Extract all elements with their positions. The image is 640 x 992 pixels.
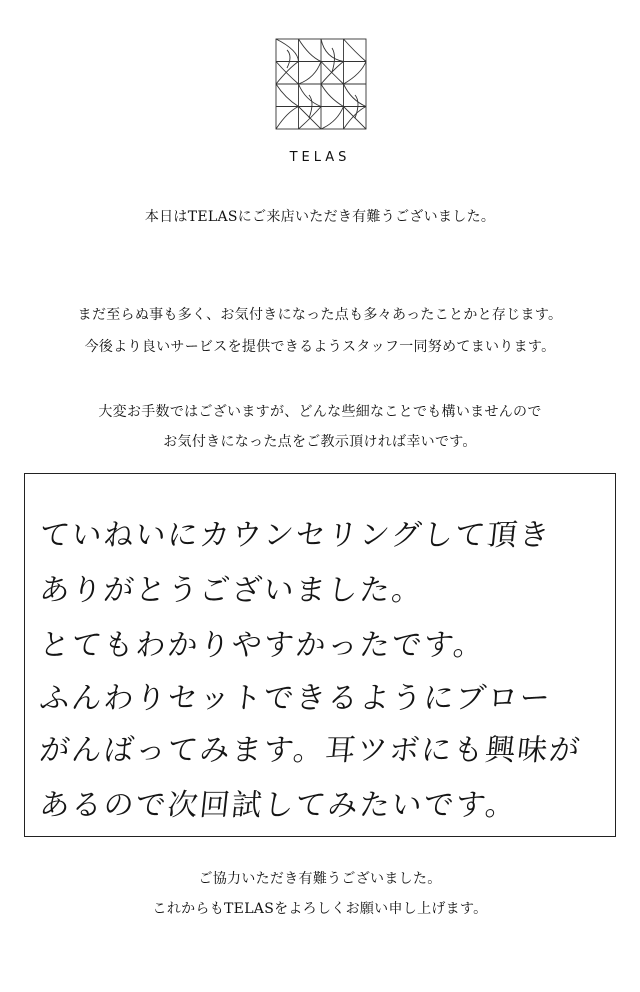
apology-line-2: 今後より良いサービスを提供できるようスタッフ一同努めてまいります。 xyxy=(84,339,556,355)
intro-text: 本日はTELASにご来店いただき有難うございました。 xyxy=(144,209,496,225)
apology-line-1: まだ至らぬ事も多く、お気付きになった点も多々あったことかと存じます。 xyxy=(77,307,563,323)
handwritten-line-4: ふんわりセットできるようにブロー xyxy=(37,681,554,716)
request-line-1: 大変お手数ではございますが、どんな些細なことでも構いませんので xyxy=(98,404,542,420)
closing-line-2: これからもTELASをよろしくお願い申し上げます。 xyxy=(152,901,488,917)
handwritten-line-3: とてもわかりやすかったです。 xyxy=(37,628,488,663)
handwritten-line-5: がんばってみます。耳ツボにも興味が xyxy=(37,733,584,768)
request-line-2: お気付きになった点をご教示頂ければ幸いです。 xyxy=(163,434,477,450)
handwritten-line-2: ありがとうございました。 xyxy=(37,573,426,608)
geometric-grid-logo-icon xyxy=(275,38,367,130)
brand-name: TELAS xyxy=(289,150,351,165)
closing-line-1: ご協力いただき有難うございました。 xyxy=(198,871,442,887)
handwritten-line-1: ていねいにカウンセリングして頂き xyxy=(37,518,553,553)
handwritten-line-6: あるので次回試してみたいです。 xyxy=(37,788,520,823)
